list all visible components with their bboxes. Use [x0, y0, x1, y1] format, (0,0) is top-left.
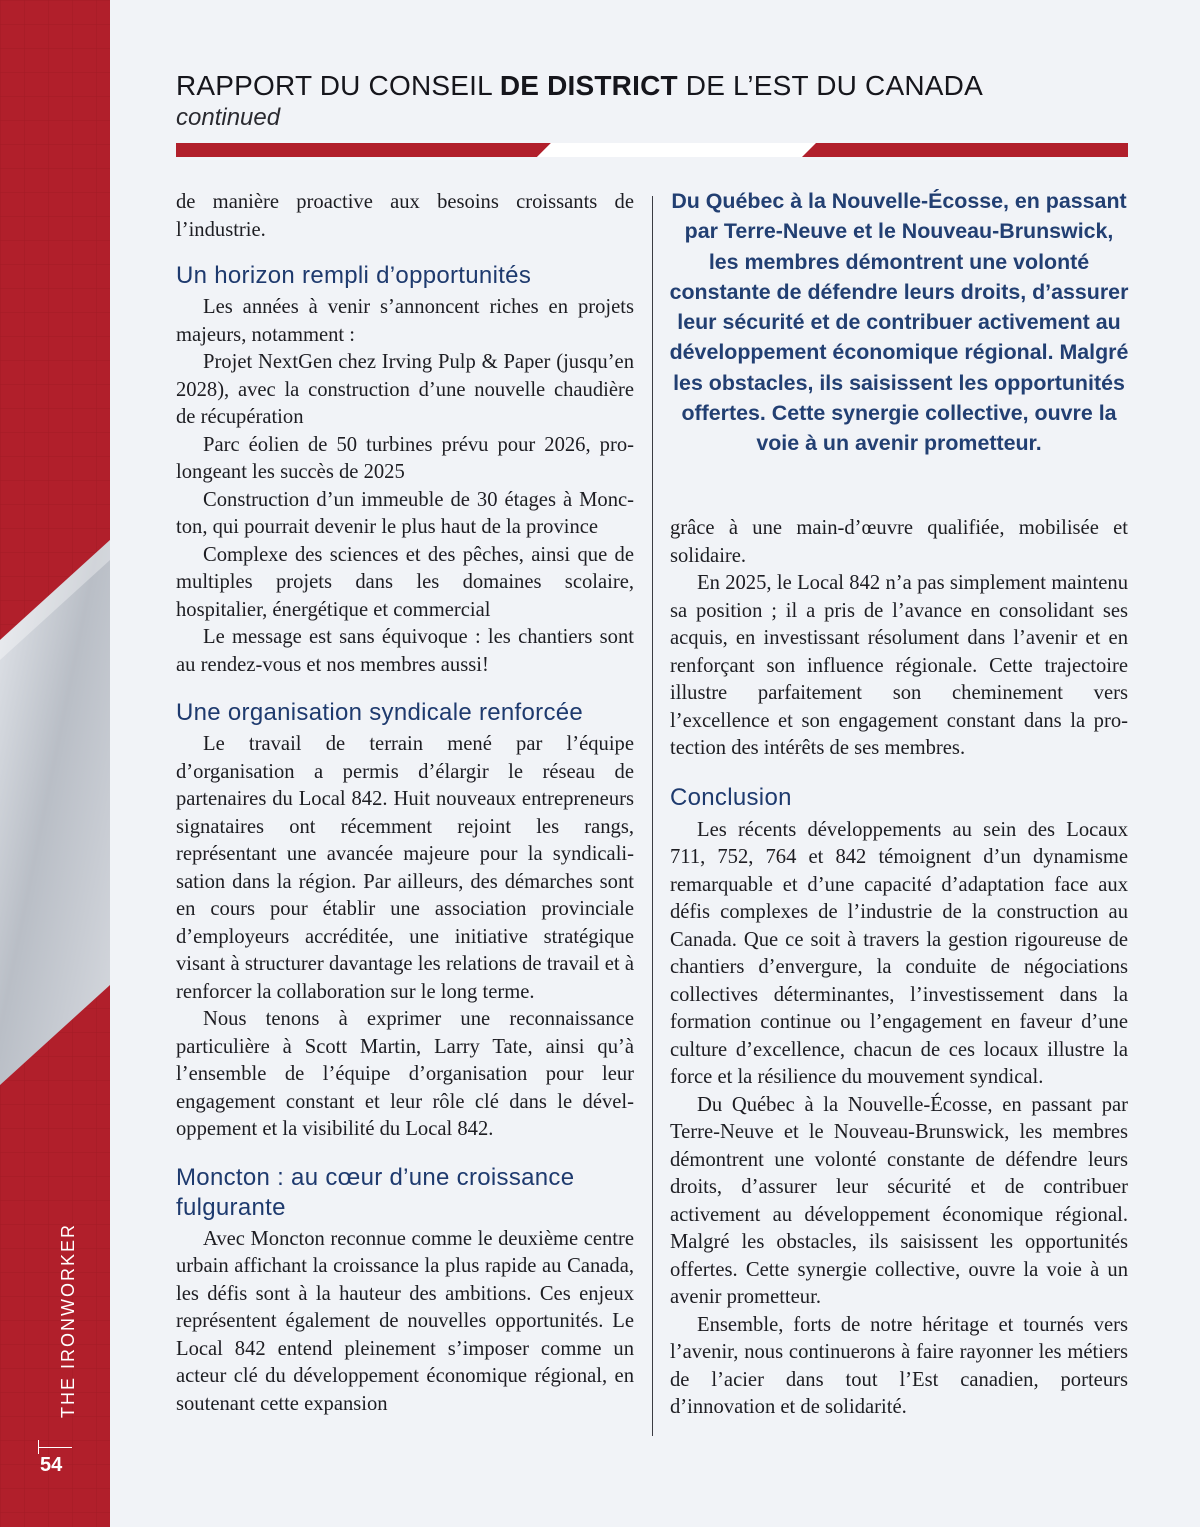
section-heading-conclusion: Conclusion: [670, 783, 792, 811]
page-title-post: DE L’EST DU CANADA: [677, 70, 983, 101]
organisation-paragraph: Nous tenons à exprimer une reconnaissance particulière à Scott Martin, Larry Tate, ainsi qu’à l’ensemble de l’équipe d’organisation pour leur engagement constant et leur rôle clé dans le développement et la visibilité du Local 842.: [176, 1008, 634, 1140]
page-title-pre: RAPPORT DU CONSEIL: [176, 70, 500, 101]
page-header: [176, 70, 1128, 134]
horizon-list-item: Complexe des sciences et des pêches, ainsi que de multiples projets dans les domaines scolaire, hospitalier, énergétique et commercial: [176, 543, 634, 621]
page-number-rule: [38, 1447, 72, 1448]
page-number: 54: [40, 1454, 63, 1476]
horizon-list-item: Parc éolien de 50 turbines prévu pour 2026, prolongeant les succès de 2025: [176, 433, 634, 483]
section-heading-moncton: Moncton : au cœur d’une croissance fulgurante: [176, 1163, 575, 1221]
conclusion-paragraph: Du Québec à la Nouvelle-Écosse, en passant par Terre-Neuve et le Nouveau-Brunswick, les membres démontrent une volonté constante de défendre leurs droits, d’assurer leur sécurité et de contribuer activement au développement économique régional. Malgré les obstacles, ils saisissent les opportunités offertes. Cette synergie collective, ouvre la voie à un avenir prometteur.: [670, 1093, 1128, 1308]
conclusion-paragraph: Les récents développements au sein des Locaux 711, 752, 764 et 842 témoignent d’un dynamisme remarquable et d’une capacité d’adaptation face aux défis complexes de l’industrie de la construction au Canada. Que ce soit à travers la gestion rigoureuse de chantiers d’envergure, la conduite de négociations collectives déterminantes, l’investissement dans la formation continue ou l’engagement en faveur d’une culture d’excellence, chacun de ces locaux illustre la force et la résilience du mouvement syndical.: [670, 818, 1128, 1088]
column-divider: [652, 196, 653, 1436]
left-column: [176, 189, 634, 1418]
header-accent-bar: [176, 143, 1128, 157]
page-title: [176, 70, 1128, 102]
page-subtitle: continued: [176, 104, 281, 131]
paragraph-2025: En 2025, le Local 842 n’a pas simplement maintenu sa position ; il a pris de l’avance en consolidant ses acquis, en investissant résolument dans l’avenir et en renforçant son influence régionale. Cette trajectoire illustre parfaitement son cheminement vers l’excellence et son engagement constant dans la protection des intérêts de ses membres.: [670, 572, 1128, 759]
continuation-paragraph: grâce à une main-d’œuvre qualifiée, mobilisée et solidaire.: [670, 517, 1128, 567]
publication-label: THE IRONWORKER: [58, 1222, 78, 1418]
section-heading-organisation: Une organisation syndicale renforcée: [176, 699, 584, 726]
organisation-paragraph: Le travail de terrain mené par l’équipe d’organisation a permis d’élargir le réseau de partenaires du Local 842. Huit nouveaux entrepreneurs signataires ont récemment rejoint les rangs, représentant une avancée majeure pour la syndicalisation dans la région. Par ailleurs, des démarches sont en cours pour établir une association provinciale d’employeurs accréditée, une initiative stratégique visant à structurer davantage les relations de travail et à renforcer la collaboration sur le long terme.: [176, 733, 634, 1003]
horizon-paragraph: Le message est sans équivoque : les chantiers sont au rendez-vous et nos membres aussi!: [176, 626, 634, 676]
page-title-bold: DE DISTRICT: [499, 70, 678, 101]
moncton-paragraph: Avec Moncton reconnue comme le deuxième centre urbain affichant la croissance la plus rapide au Canada, les défis sont à la hauteur des ambitions. Ces enjeux représentent également de nouvelles opportunités. Le Local 842 entend pleinement s’imposer comme un acteur clé du développement économique régional, en soutenant cette expansion: [176, 1227, 634, 1415]
horizon-list-item: Projet NextGen chez Irving Pulp & Paper (jusqu’en 2028), avec la construction d’une nouvelle chaudière de récupération: [176, 351, 634, 428]
section-heading-horizon: Un horizon rempli d’opportunités: [176, 262, 532, 289]
side-band-graphic: [0, 0, 110, 1527]
right-column: [670, 515, 1128, 1422]
side-band: [0, 0, 110, 1527]
conclusion-paragraph: Ensemble, forts de notre héritage et tournés vers l’avenir, nous continuerons à faire rayonner les métiers de l’acier dans tout l’Est canadien, porteurs d’innovation et de solidarité.: [670, 1313, 1128, 1418]
horizon-paragraph: Les années à venir s’annoncent riches en projets majeurs, notamment :: [176, 296, 634, 346]
horizon-list-item: Construction d’un immeuble de 30 étages à Moncton, qui pourrait devenir le plus haut de la province: [176, 488, 634, 538]
intro-paragraph: de manière proactive aux besoins croissants de l’industrie.: [176, 191, 634, 241]
pull-quote: Du Québec à la Nouvelle-Écosse, en passant par Terre-Neuve et le Nouveau-Brunswick, les membres démontrent une volonté constante de défendre leurs droits, d’assurer leur sécurité et de contribuer activement au développement économique régional. Malgré les obstacles, ils saisissent les opportunités offertes. Cette synergie collective, ouvre la voie à un avenir prometteur.: [669, 189, 1129, 456]
